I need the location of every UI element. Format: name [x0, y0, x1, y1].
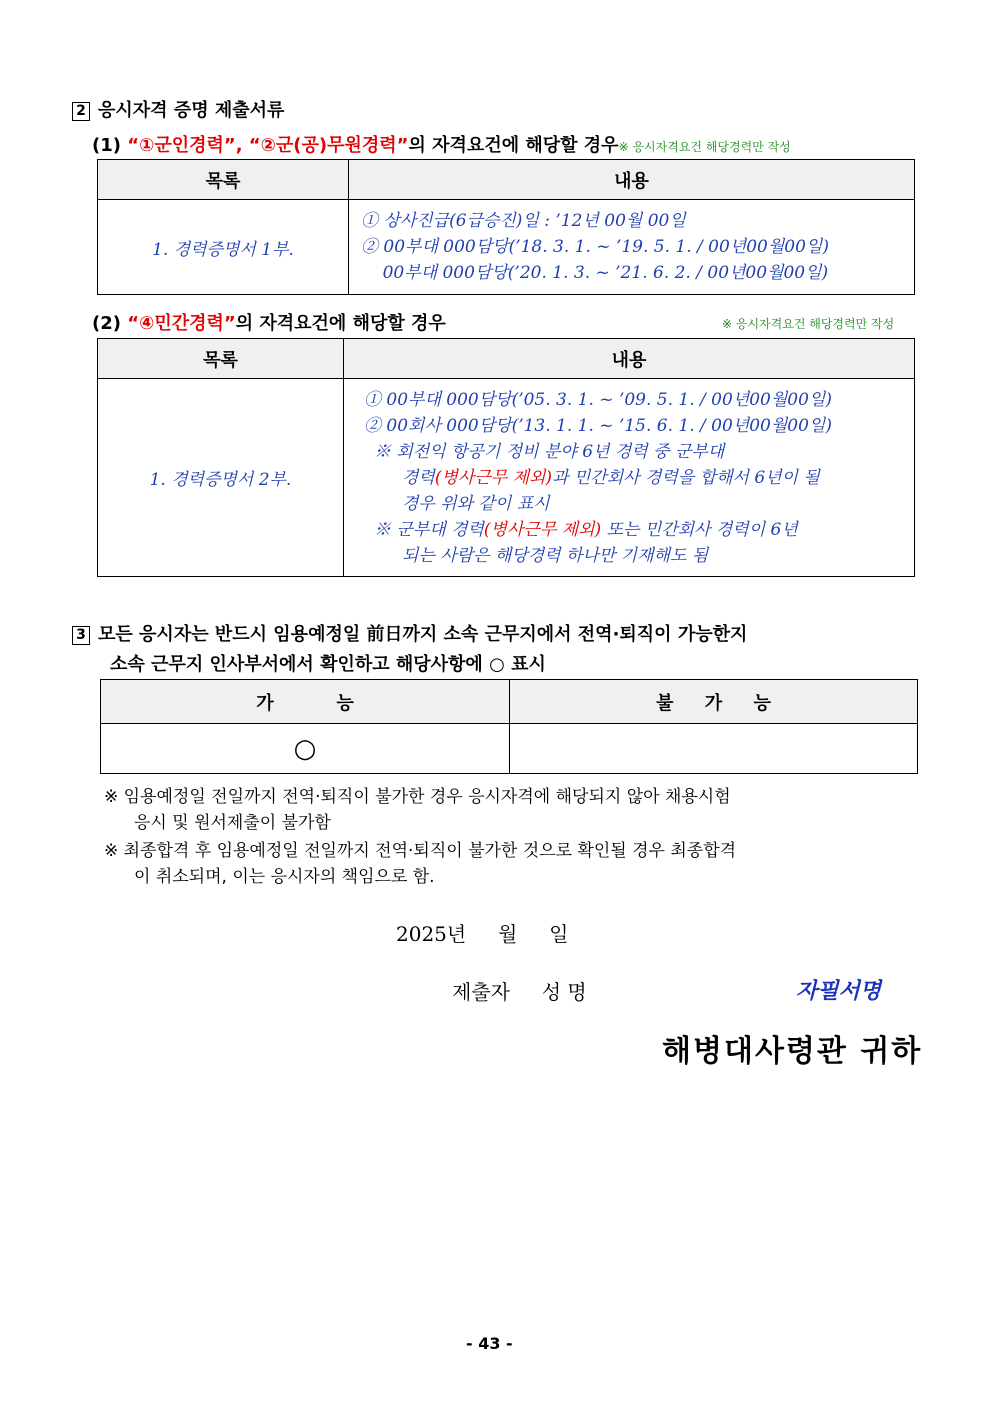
- subsection-1-prefix: (1): [92, 135, 128, 156]
- note-line: 응시 및 원서제출이 불가함: [134, 813, 331, 833]
- table-content: [349, 200, 915, 295]
- note-line: ※ 최종합격 후 임용예정일 전일까지 전역·퇴직이 불가한 것으로 확인될 경우 최종합격: [104, 841, 737, 861]
- content-line: ① 00부대 000담당(’05. 3. 1. ~ ’09. 5. 1. / 00년00월00일): [364, 389, 832, 410]
- submitter-label: 제출자 성 명: [452, 980, 587, 1004]
- content-line: ① 상사진급(6급승진)일 : ’12년 00월 00일: [361, 211, 686, 231]
- table-item: 1. 경력증명서 2부.: [98, 379, 344, 577]
- table-header-list: 목록: [98, 160, 349, 200]
- content-line: [364, 517, 914, 543]
- subsection-1-note: ※ 응시자격요건 해당경력만 작성: [618, 140, 791, 154]
- recipient: 해병대사령관 귀하: [662, 1034, 923, 1069]
- section-number-box: 3: [72, 626, 90, 645]
- table-item: 1. 경력증명서 1부.: [98, 200, 349, 295]
- content-line: ※ 회전익 항공기 정비 분야 6년 경력 중 군부대: [374, 441, 725, 462]
- date-line: 2025년 월 일: [396, 922, 569, 946]
- section-2-heading: [72, 96, 284, 122]
- content-line: ② 00부대 000담당(’18. 3. 1. ~ ’19. 5. 1. / 00년00월00일): [361, 237, 829, 257]
- content-line: 되는 사람은 해당경력 하나만 기재해도 됨: [402, 545, 709, 566]
- subsection-2-prefix: (2): [92, 313, 128, 334]
- subsection-2-note: ※ 응시자격요건 해당경력만 작성: [722, 317, 895, 331]
- content-text: ※ 군부대 경력: [374, 519, 484, 540]
- career-table-1: [97, 159, 915, 295]
- header-impossible: 불 가 능: [510, 680, 918, 724]
- section-number-box: 2: [72, 102, 90, 121]
- availability-table: [100, 679, 918, 774]
- content-red-text: (병사근무 제외): [434, 467, 553, 488]
- table-header-list: 목록: [98, 339, 344, 379]
- subsection-2-suffix: 의 자격요건에 해당할 경우: [235, 313, 446, 334]
- section-3-title-line2: 소속 근무지 인사부서에서 확인하고 해당사항에 ○ 표시: [110, 654, 546, 675]
- section-3-heading: [72, 620, 747, 646]
- subsection-1-red-text: “①군인경력”, “②군(공)무원경력”: [127, 135, 409, 156]
- content-text: 경력: [402, 467, 435, 488]
- subsection-1-suffix: 의 자격요건에 해당할 경우: [408, 135, 619, 156]
- content-red-text: (병사근무 제외): [483, 519, 602, 540]
- subsection-2-heading: [92, 309, 446, 335]
- table-header-content: 내용: [344, 339, 915, 379]
- content-line: 경우 위와 같이 표시: [402, 493, 550, 514]
- subsection-1-heading: [92, 131, 791, 157]
- content-text: 또는 민간회사 경력이 6년: [601, 519, 798, 540]
- section-3-title-line1: 모든 응시자는 반드시 임용예정일 前日까지 소속 근무지에서 전역·퇴직이 가능한지: [98, 624, 748, 645]
- note-1: [104, 784, 920, 836]
- content-line: ② 00회사 000담당(’13. 1. 1. ~ ’15. 6. 1. / 00년00월00일): [364, 415, 832, 436]
- content-text: 과 민간회사 경력을 합해서 6년이 될: [552, 467, 820, 488]
- header-possible: 가 능: [101, 680, 510, 724]
- section-2-title: 응시자격 증명 제출서류: [98, 100, 285, 121]
- signature: 자필서명: [796, 978, 882, 1004]
- content-line: [364, 465, 914, 491]
- possible-mark-cell[interactable]: ○: [101, 724, 510, 774]
- subsection-2-red-text: “④민간경력”: [127, 313, 236, 334]
- note-line: ※ 임용예정일 전일까지 전역·퇴직이 불가한 경우 응시자격에 해당되지 않아 채용시험: [104, 787, 731, 807]
- note-2: [104, 838, 920, 890]
- table-content: [344, 379, 915, 577]
- note-line: 이 취소되며, 이는 응시자의 책임으로 함.: [134, 867, 435, 887]
- page-number: - 43 -: [466, 1334, 513, 1353]
- table-header-content: 내용: [349, 160, 915, 200]
- career-table-2: [97, 338, 915, 577]
- content-line: 00부대 000담당(’20. 1. 3. ~ ’21. 6. 2. / 00년00월00일): [361, 263, 829, 283]
- impossible-mark-cell[interactable]: [510, 724, 918, 774]
